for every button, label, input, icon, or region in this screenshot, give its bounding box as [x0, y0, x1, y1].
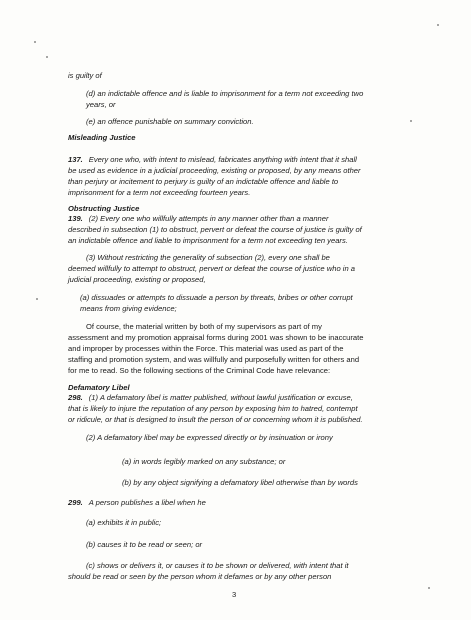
section-139-a-line: (a) dissuades or attempts to dissuade a person by threats, bribes or other corrupt	[80, 293, 353, 302]
item-d-line: years, or	[86, 100, 116, 109]
section-137-line: imprisonment for a term not exceeding fourteen years.	[68, 188, 251, 197]
section-137-number: 137.	[68, 155, 83, 164]
body-paragraph-line: for me to read. So the following sections of the Criminal Code have relevance:	[68, 366, 331, 375]
section-298-text: (1) A defamatory libel is matter published, without lawful justification or excuse,	[88, 393, 353, 402]
section-137-line	[68, 155, 357, 166]
scan-speck	[34, 41, 36, 43]
section-298-line: that is likely to injure the reputation of any person by exposing him to hatred, contempt	[68, 404, 358, 413]
section-299-c-line: (c) shows or delivers it, or causes it to be shown or delivered, with intent that it	[86, 561, 349, 570]
body-paragraph-line: Of course, the material written by both of my supervisors as part of my	[86, 322, 322, 331]
section-139-a-line: means from giving evidence;	[80, 304, 177, 313]
section-299-c-line: should be read or seen by the person whom it defames or by any other person	[68, 572, 332, 581]
section-137-line: than perjury or incitement to perjury is guilty of an indictable offence and liable to	[68, 177, 339, 186]
section-139-line: described in subsection (1) to obstruct, pervert or defeat the course of justice is guilty of	[68, 225, 362, 234]
item-e-text: (e) an offence punishable on summary conviction.	[86, 117, 254, 126]
section-298-line: or ridicule, or that is designed to insult the person of or concerning whom it is published.	[68, 415, 363, 424]
body-paragraph-line: and improper by processes within the Force. This material was used as part of the	[68, 344, 344, 353]
scan-speck	[428, 587, 430, 589]
heading-misleading-justice: Misleading Justice	[68, 133, 136, 142]
section-139-text: (2) Every one who willfully attempts in any manner other than a manner	[88, 214, 329, 223]
body-paragraph-line: assessment and my promotion appraisal forms during 2001 was shown to be inaccurate	[68, 333, 364, 342]
item-d-line: (d) an indictable offence and is liable to imprisonment for a term not exceeding two	[86, 89, 364, 98]
section-298-line	[68, 393, 353, 404]
section-298-number: 298.	[68, 393, 83, 402]
section-298-2-text: (2) A defamatory libel may be expressed directly or by insinuation or irony	[86, 433, 333, 442]
section-299-number: 299.	[68, 498, 83, 507]
scan-speck	[36, 298, 38, 300]
section-139-line	[68, 214, 329, 225]
section-299-b-text: (b) causes it to be read or seen; or	[86, 540, 203, 549]
scan-speck	[410, 120, 412, 122]
section-139-line: an indictable offence and liable to imprisonment for a term not exceeding ten years.	[68, 236, 348, 245]
section-299-line	[68, 498, 206, 509]
section-298-2a-text: (a) in words legibly marked on any substance; or	[122, 457, 286, 466]
heading-obstructing-justice: Obstructing Justice	[68, 204, 140, 213]
section-299-text: A person publishes a libel when he	[88, 498, 206, 507]
heading-defamatory-libel: Defamatory Libel	[68, 383, 130, 392]
scan-speck	[46, 56, 48, 58]
section-139-number: 139.	[68, 214, 83, 223]
section-139-3-line: deemed willfully to attempt to obstruct, pervert or defeat the course of justice who in a	[68, 264, 356, 273]
section-139-3-line: judicial proceeding, existing or proposed,	[68, 275, 206, 284]
section-298-2b-text: (b) by any object signifying a defamatory libel otherwise than by words	[122, 478, 358, 487]
scan-speck	[437, 24, 439, 26]
body-paragraph-line: staffing and promotion system, and was willfully and purposefully written for others and	[68, 355, 360, 364]
intro-text: is guilty of	[68, 71, 102, 80]
section-137-text: Every one who, with intent to mislead, fabricates anything with intent that it shall	[88, 155, 357, 164]
section-137-line: be used as evidence in a judicial proceeding, existing or proposed, by any means other	[68, 166, 361, 175]
section-299-a-text: (a) exhibits it in public;	[86, 518, 162, 527]
page-number: 3	[232, 590, 237, 599]
section-139-3-line: (3) Without restricting the generality of subsection (2), every one shall be	[86, 253, 330, 262]
